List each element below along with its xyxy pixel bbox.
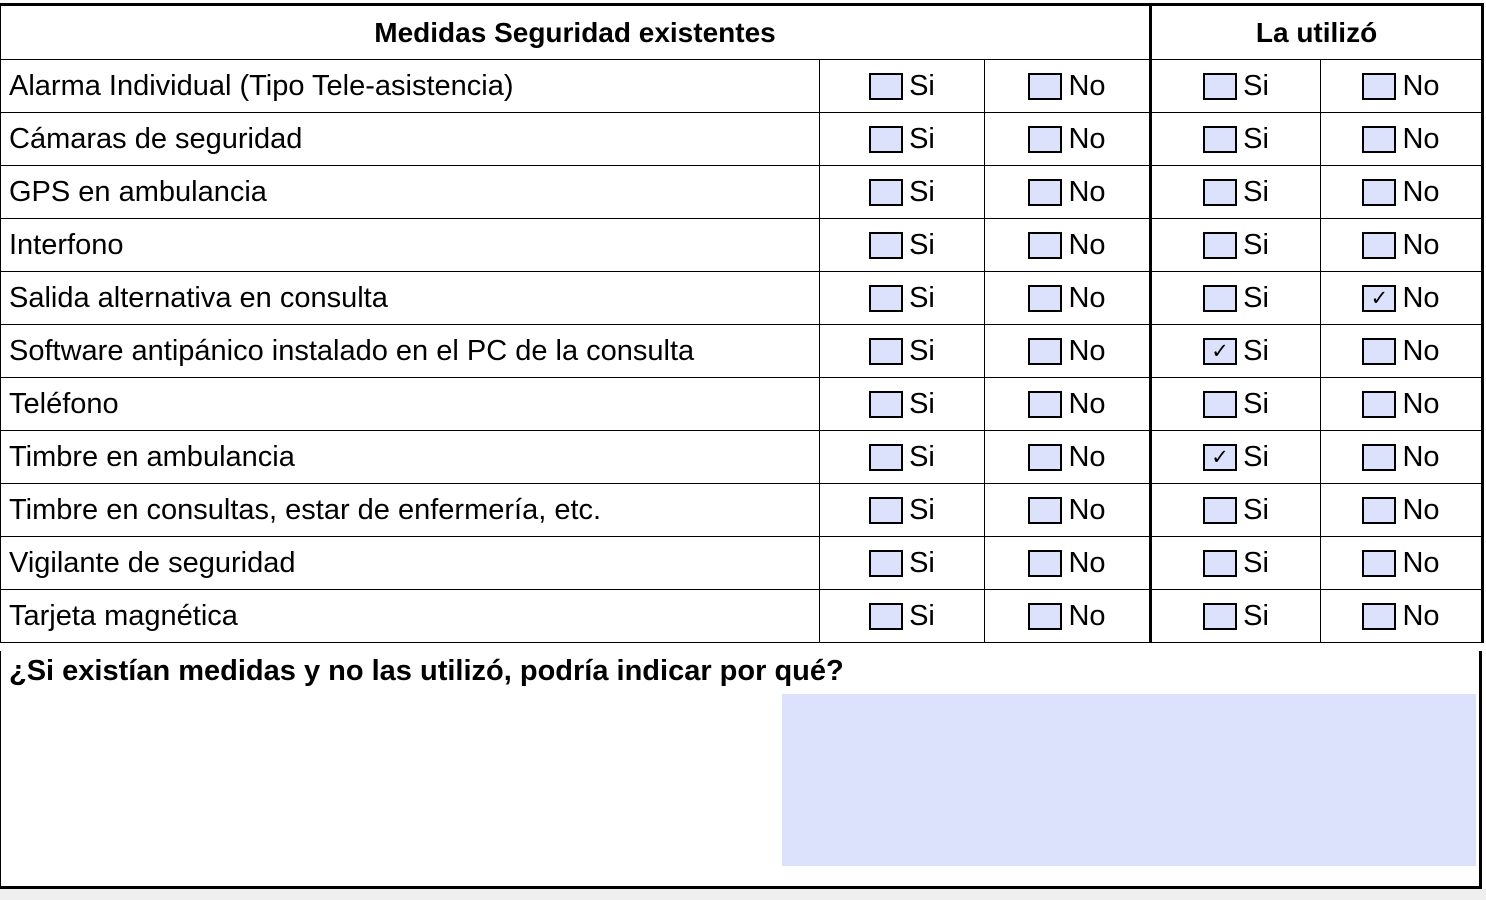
utilizo-si-checkbox[interactable] — [1203, 126, 1237, 153]
utilizo-no-cell — [1321, 113, 1483, 166]
reason-section — [0, 651, 1482, 889]
utilizo-no-checkbox[interactable] — [1362, 338, 1396, 365]
utilizo-si-checkbox[interactable] — [1203, 338, 1237, 365]
utilizo-si-checkbox[interactable] — [1203, 232, 1237, 259]
existe-si-option — [820, 335, 984, 368]
utilizo-no-checkbox[interactable] — [1362, 179, 1396, 206]
utilizo-si-option — [1152, 335, 1320, 368]
utilizo-si-cell — [1151, 60, 1321, 113]
existe-no-cell — [985, 60, 1151, 113]
existe-si-option — [820, 123, 984, 156]
option-label: No — [1068, 387, 1106, 420]
table-row — [1, 113, 1483, 166]
measure-label: Salida alternativa en consulta — [1, 272, 820, 325]
utilizo-no-option — [1321, 494, 1481, 527]
option-label: No — [1068, 440, 1106, 473]
option-label: Si — [909, 440, 935, 473]
existe-si-option — [820, 547, 984, 580]
table-header-row — [1, 5, 1483, 60]
option-label: No — [1068, 228, 1106, 261]
option-label: Si — [1243, 69, 1269, 102]
utilizo-no-option — [1321, 335, 1481, 368]
option-label: No — [1402, 281, 1440, 314]
existe-no-cell — [985, 272, 1151, 325]
option-label: No — [1068, 334, 1106, 367]
existe-si-checkbox[interactable] — [869, 444, 903, 471]
utilizo-no-option — [1321, 388, 1481, 421]
utilizo-no-cell — [1321, 537, 1483, 590]
existe-si-option — [820, 388, 984, 421]
existe-no-cell — [985, 219, 1151, 272]
utilizo-no-checkbox[interactable] — [1362, 285, 1396, 312]
option-label: No — [1402, 599, 1440, 632]
utilizo-si-checkbox[interactable] — [1203, 497, 1237, 524]
table-row — [1, 537, 1483, 590]
existing-measures-header: Medidas Seguridad existentes — [1, 5, 1151, 60]
table-row — [1, 166, 1483, 219]
existe-no-checkbox[interactable] — [1028, 232, 1062, 259]
existe-no-checkbox[interactable] — [1028, 444, 1062, 471]
option-label: Si — [1243, 281, 1269, 314]
existe-no-option — [985, 282, 1149, 315]
option-label: No — [1068, 546, 1106, 579]
utilizo-si-checkbox[interactable] — [1203, 285, 1237, 312]
utilizo-no-cell — [1321, 431, 1483, 484]
option-label: No — [1068, 69, 1106, 102]
existe-si-checkbox[interactable] — [869, 391, 903, 418]
existe-no-option — [985, 600, 1149, 633]
option-label: No — [1402, 175, 1440, 208]
utilizo-si-checkbox[interactable] — [1203, 73, 1237, 100]
utilizo-no-cell — [1321, 378, 1483, 431]
existe-no-checkbox[interactable] — [1028, 603, 1062, 630]
existe-no-option — [985, 388, 1149, 421]
option-label: Si — [909, 122, 935, 155]
existe-no-option — [985, 229, 1149, 262]
table-row — [1, 431, 1483, 484]
table-row — [1, 378, 1483, 431]
existe-no-checkbox[interactable] — [1028, 550, 1062, 577]
measure-label: Interfono — [1, 219, 820, 272]
utilizo-no-checkbox[interactable] — [1362, 444, 1396, 471]
option-label: Si — [1243, 599, 1269, 632]
utilizo-no-cell — [1321, 484, 1483, 537]
existe-si-cell — [820, 325, 985, 378]
option-label: Si — [909, 546, 935, 579]
utilizo-si-cell — [1151, 484, 1321, 537]
option-label: Si — [1243, 175, 1269, 208]
existe-no-option — [985, 441, 1149, 474]
option-label: Si — [1243, 493, 1269, 526]
option-label: No — [1068, 493, 1106, 526]
existe-no-option — [985, 335, 1149, 368]
option-label: No — [1402, 69, 1440, 102]
existe-si-option — [820, 494, 984, 527]
existe-no-option — [985, 494, 1149, 527]
option-label: Si — [909, 281, 935, 314]
existe-si-option — [820, 176, 984, 209]
existe-no-cell — [985, 431, 1151, 484]
option-label: Si — [909, 599, 935, 632]
existe-no-cell — [985, 537, 1151, 590]
existe-si-checkbox[interactable] — [869, 497, 903, 524]
utilizo-si-option — [1152, 547, 1320, 580]
table-row — [1, 272, 1483, 325]
existe-si-checkbox[interactable] — [869, 338, 903, 365]
existe-si-option — [820, 600, 984, 633]
option-label: Si — [1243, 228, 1269, 261]
option-label: Si — [909, 334, 935, 367]
option-label: No — [1402, 493, 1440, 526]
existe-si-option — [820, 70, 984, 103]
table-row — [1, 219, 1483, 272]
utilizo-si-option — [1152, 70, 1320, 103]
measure-label: Alarma Individual (Tipo Tele-asistencia) — [1, 60, 820, 113]
utilizo-si-cell — [1151, 378, 1321, 431]
existe-no-checkbox[interactable] — [1028, 73, 1062, 100]
existe-si-cell — [820, 272, 985, 325]
existe-si-checkbox[interactable] — [869, 603, 903, 630]
existe-no-checkbox[interactable] — [1028, 179, 1062, 206]
measure-label: Software antipánico instalado en el PC de la consulta — [1, 325, 820, 378]
utilizo-no-cell — [1321, 166, 1483, 219]
utilizo-no-option — [1321, 600, 1481, 633]
existe-no-cell — [985, 325, 1151, 378]
option-label: No — [1402, 334, 1440, 367]
utilizo-si-cell — [1151, 166, 1321, 219]
utilizo-si-checkbox[interactable] — [1203, 391, 1237, 418]
option-label: Si — [1243, 122, 1269, 155]
utilizo-si-option — [1152, 441, 1320, 474]
option-label: No — [1402, 387, 1440, 420]
table-row — [1, 484, 1483, 537]
utilizo-no-checkbox[interactable] — [1362, 391, 1396, 418]
option-label: Si — [1243, 440, 1269, 473]
utilizo-si-checkbox[interactable] — [1203, 603, 1237, 630]
utilizo-no-option — [1321, 547, 1481, 580]
option-label: Si — [909, 493, 935, 526]
option-label: Si — [1243, 334, 1269, 367]
table-row — [1, 60, 1483, 113]
option-label: Si — [909, 387, 935, 420]
utilizo-si-option — [1152, 176, 1320, 209]
utilizo-no-option — [1321, 282, 1481, 315]
utilizo-no-checkbox[interactable] — [1362, 497, 1396, 524]
utilizo-si-option — [1152, 282, 1320, 315]
option-label: No — [1068, 122, 1106, 155]
existe-no-checkbox[interactable] — [1028, 126, 1062, 153]
option-label: No — [1402, 440, 1440, 473]
existe-si-checkbox[interactable] — [869, 285, 903, 312]
existe-si-option — [820, 229, 984, 262]
measure-label: Tarjeta magnética — [1, 590, 820, 643]
measure-label: GPS en ambulancia — [1, 166, 820, 219]
existe-no-cell — [985, 166, 1151, 219]
utilizo-si-option — [1152, 600, 1320, 633]
used-header: La utilizó — [1151, 5, 1483, 60]
option-label: Si — [909, 175, 935, 208]
utilizo-si-cell — [1151, 219, 1321, 272]
utilizo-si-option — [1152, 229, 1320, 262]
utilizo-no-cell — [1321, 219, 1483, 272]
measure-label: Timbre en consultas, estar de enfermería, etc. — [1, 484, 820, 537]
utilizo-si-cell — [1151, 590, 1321, 643]
existe-si-checkbox[interactable] — [869, 232, 903, 259]
existe-si-checkbox[interactable] — [869, 73, 903, 100]
utilizo-si-cell — [1151, 537, 1321, 590]
option-label: No — [1068, 175, 1106, 208]
option-label: No — [1402, 546, 1440, 579]
utilizo-no-checkbox[interactable] — [1362, 550, 1396, 577]
utilizo-no-option — [1321, 176, 1481, 209]
existe-si-cell — [820, 378, 985, 431]
existe-no-cell — [985, 378, 1151, 431]
option-label: Si — [909, 69, 935, 102]
reason-input[interactable] — [782, 694, 1476, 866]
utilizo-no-cell — [1321, 325, 1483, 378]
existe-no-checkbox[interactable] — [1028, 391, 1062, 418]
table-row — [1, 590, 1483, 643]
option-label: No — [1402, 228, 1440, 261]
existe-no-cell — [985, 113, 1151, 166]
existe-no-checkbox[interactable] — [1028, 285, 1062, 312]
existe-si-checkbox[interactable] — [869, 126, 903, 153]
table-row — [1, 325, 1483, 378]
utilizo-no-cell — [1321, 590, 1483, 643]
utilizo-si-cell — [1151, 272, 1321, 325]
existe-no-option — [985, 123, 1149, 156]
measure-label: Cámaras de seguridad — [1, 113, 820, 166]
utilizo-no-option — [1321, 123, 1481, 156]
existe-si-checkbox[interactable] — [869, 550, 903, 577]
option-label: No — [1068, 281, 1106, 314]
existe-no-checkbox[interactable] — [1028, 497, 1062, 524]
existe-si-cell — [820, 60, 985, 113]
option-label: Si — [1243, 546, 1269, 579]
utilizo-no-option — [1321, 229, 1481, 262]
existe-si-cell — [820, 166, 985, 219]
existe-no-checkbox[interactable] — [1028, 338, 1062, 365]
existe-no-cell — [985, 484, 1151, 537]
existe-no-option — [985, 547, 1149, 580]
existe-si-cell — [820, 113, 985, 166]
utilizo-si-cell — [1151, 325, 1321, 378]
utilizo-no-checkbox[interactable] — [1362, 232, 1396, 259]
existe-si-cell — [820, 431, 985, 484]
option-label: No — [1068, 599, 1106, 632]
utilizo-si-cell — [1151, 431, 1321, 484]
utilizo-si-checkbox[interactable] — [1203, 550, 1237, 577]
option-label: Si — [909, 228, 935, 261]
existe-si-cell — [820, 484, 985, 537]
utilizo-si-option — [1152, 123, 1320, 156]
option-label: No — [1402, 122, 1440, 155]
existe-si-cell — [820, 590, 985, 643]
utilizo-si-option — [1152, 388, 1320, 421]
existe-si-cell — [820, 537, 985, 590]
measure-label: Vigilante de seguridad — [1, 537, 820, 590]
utilizo-no-cell — [1321, 60, 1483, 113]
measure-label: Timbre en ambulancia — [1, 431, 820, 484]
existe-no-cell — [985, 590, 1151, 643]
utilizo-no-option — [1321, 441, 1481, 474]
utilizo-no-option — [1321, 70, 1481, 103]
utilizo-si-checkbox[interactable] — [1203, 444, 1237, 471]
existe-no-option — [985, 176, 1149, 209]
bottom-strip — [0, 889, 1486, 900]
existe-si-checkbox[interactable] — [869, 179, 903, 206]
existe-si-option — [820, 441, 984, 474]
security-measures-table — [0, 3, 1484, 643]
utilizo-si-checkbox[interactable] — [1203, 179, 1237, 206]
utilizo-no-checkbox[interactable] — [1362, 73, 1396, 100]
option-label: Si — [1243, 387, 1269, 420]
measure-label: Teléfono — [1, 378, 820, 431]
existe-si-option — [820, 282, 984, 315]
existe-si-cell — [820, 219, 985, 272]
existe-no-option — [985, 70, 1149, 103]
utilizo-si-option — [1152, 494, 1320, 527]
utilizo-no-cell — [1321, 272, 1483, 325]
utilizo-si-cell — [1151, 113, 1321, 166]
utilizo-no-checkbox[interactable] — [1362, 603, 1396, 630]
reason-question: ¿Si existían medidas y no las utilizó, podría indicar por qué? — [9, 655, 844, 687]
utilizo-no-checkbox[interactable] — [1362, 126, 1396, 153]
